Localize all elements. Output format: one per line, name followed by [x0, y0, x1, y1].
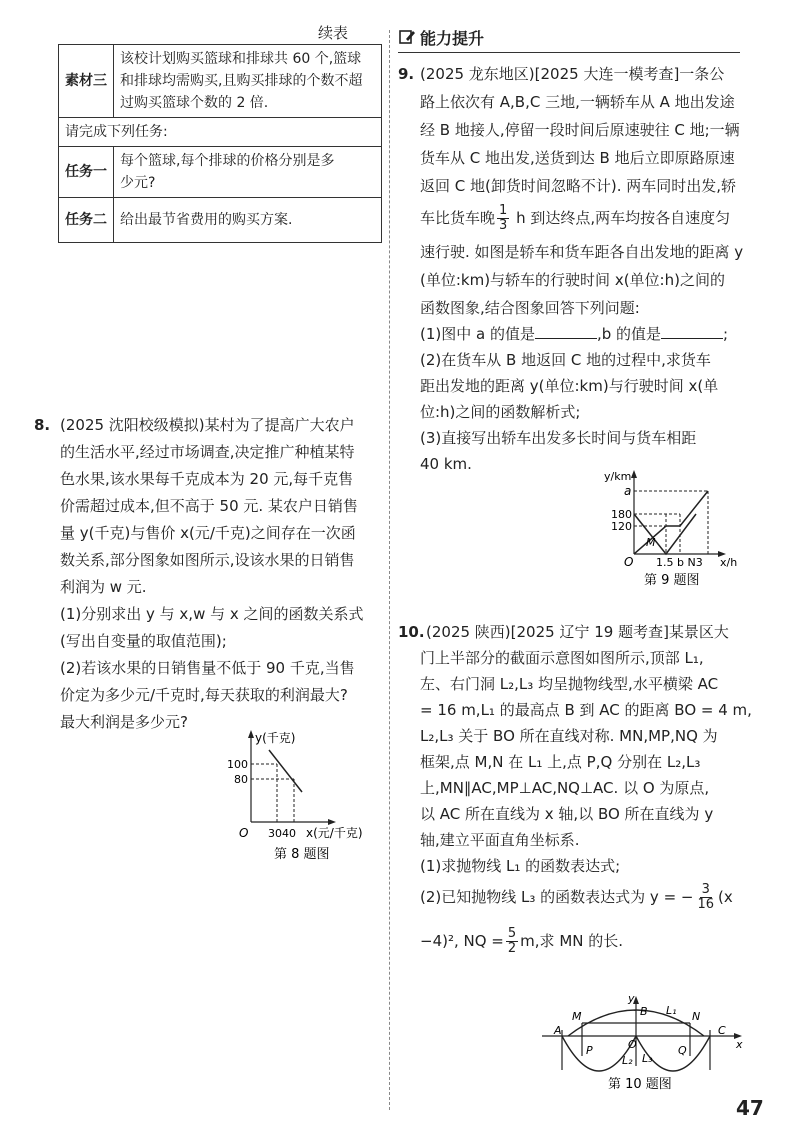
- q10-frac-num: 5: [507, 926, 517, 941]
- q10-line: (2025 陕西)[2025 辽宁 19 题考查]某景区大: [426, 623, 729, 641]
- q10-figure: [538, 990, 748, 1094]
- page-number: 47: [736, 1096, 764, 1120]
- q10-label-n: N: [692, 1010, 701, 1023]
- table-row: [59, 45, 382, 118]
- answer-blank-a[interactable]: [535, 322, 597, 339]
- task2-content: 给出最节省费用的购买方案.: [114, 198, 382, 243]
- q10-line: 门上半部分的截面示意图如图所示,顶部 L₁,: [420, 649, 704, 667]
- section-rule: [398, 52, 740, 53]
- section-title: 能力提升: [420, 29, 485, 48]
- q10-text: −4)², NQ =: [420, 932, 504, 950]
- q9-line: 函数图象,结合图象回答下列问题:: [420, 299, 640, 317]
- q8-line: (1)分别求出 y 与 x,w 与 x 之间的函数关系式: [60, 605, 364, 623]
- q10-label-x: x: [736, 1038, 743, 1051]
- q9-fraction: [497, 204, 509, 233]
- q10-part2-line2: [420, 924, 623, 958]
- q10-part2-line1: [420, 880, 733, 914]
- table-line: 和排球均需购买,且购买排球的个数不超: [120, 73, 363, 89]
- q10-text: m,求 MN 的长.: [520, 932, 624, 950]
- q9-line: 位:h)之间的函数解析式;: [420, 403, 581, 421]
- q8-x-label: x(元/千克): [306, 826, 363, 840]
- q10-label-m: M: [572, 1010, 582, 1023]
- q8-y-arrow: [248, 730, 254, 738]
- answer-blank-b[interactable]: [661, 322, 723, 339]
- pencil-icon: [398, 28, 416, 46]
- q8-line: 价需超过成本,但不高于 50 元. 某农户日销售: [60, 497, 358, 515]
- q8-caption: 第 8 题图: [274, 847, 330, 862]
- q9-frac-num: 1: [499, 203, 508, 218]
- q9-frac-line: [420, 202, 730, 234]
- q10-label-l3: L₃: [642, 1052, 653, 1065]
- q8-tick-100: 100: [227, 758, 248, 771]
- q10-line: 左、右门洞 L₂,L₃ 均呈抛物线型,水平横梁 AC: [420, 675, 719, 693]
- q8-line: (2)若该水果的日销售量不低于 90 千克,当售: [60, 659, 355, 677]
- q10-line: 上,MN∥AC,MP⊥AC,NQ⊥AC. 以 O 为原点,: [420, 779, 710, 797]
- q9-m-label: M: [646, 536, 656, 549]
- q9-text: (1)图中 a 的值是: [420, 325, 535, 343]
- q8-line: 最大利润是多少元?: [60, 713, 188, 731]
- q9-y-label: y/km: [604, 470, 632, 483]
- q8-y-label: y(千克): [255, 731, 296, 745]
- q10-line: 框架,点 M,N 在 L₁ 上,点 P,Q 分别在 L₂,L₃: [420, 753, 701, 771]
- q9-text: ;: [723, 325, 729, 343]
- q10-fraction: [695, 883, 716, 912]
- q10-label-q: Q: [678, 1044, 687, 1057]
- q8-line: 数关系,部分图象如图所示,设该水果的日销售: [60, 551, 355, 569]
- q9-line: 返回 C 地(卸货时间忽略不计). 两车同时出发,轿: [420, 177, 737, 195]
- q8-tick-80: 80: [234, 773, 248, 786]
- q9-tick-180: 180: [611, 508, 632, 521]
- q8-x-ticks: 3040: [268, 827, 296, 840]
- table-row: [59, 198, 382, 243]
- q9-line: (2025 龙东地区)[2025 大连一模考查]一条公: [420, 65, 725, 83]
- q10-label-a: A: [554, 1024, 562, 1037]
- q10-caption: 第 10 题图: [608, 1077, 672, 1092]
- q8-line: 色水果,该水果每千克成本为 20 元,每千克售: [60, 470, 354, 488]
- q10-label-c: C: [718, 1024, 726, 1037]
- q9-line: 货车从 C 地出发,送货到达 B 地后立即原路原速: [420, 149, 735, 167]
- q8-line: 价定为多少元/千克时,每天获取的利润最大?: [60, 686, 348, 704]
- q9-x-ticks: 1.5 b N3: [656, 556, 703, 569]
- q9-text: ,b 的值是: [596, 325, 662, 343]
- q9-part1: [420, 322, 728, 346]
- table-row: [59, 118, 382, 147]
- q10-frac-num: 3: [701, 882, 710, 897]
- q9-y-arrow: [631, 470, 637, 478]
- q10-label-l1: L₁: [666, 1004, 677, 1017]
- q9-number: 9.: [398, 65, 415, 83]
- q9-x-label: x/h: [720, 556, 738, 569]
- q8-line: 的生活水平,经过市场调查,决定推广种植某特: [60, 443, 355, 461]
- q8-line: (写出自变量的取值范围);: [60, 632, 227, 650]
- q9-line: (3)直接写出轿车出发多长时间与货车相距: [420, 429, 697, 447]
- q10-line: L₂,L₃ 关于 BO 所在直线对称. MN,MP,NQ 为: [420, 727, 718, 745]
- column-divider: [389, 30, 390, 1110]
- q9-line: 经 B 地接人,停留一段时间后原速驶往 C 地;一辆: [420, 121, 740, 139]
- q9-caption: 第 9 题图: [644, 573, 700, 588]
- material3-content: [114, 45, 382, 118]
- q8-number: 8.: [34, 416, 51, 434]
- q9-a-label: a: [624, 484, 632, 498]
- q10-number: 10.: [398, 623, 425, 641]
- q10-line: (1)求抛物线 L₁ 的函数表达式;: [420, 857, 621, 875]
- q9-line: (单位:km)与轿车的行驶时间 x(单位:h)之间的: [420, 271, 725, 289]
- q9-line: 速行驶. 如图是轿车和货车距各自出发地的距离 y: [420, 243, 744, 261]
- q9-text: 车比货车晚: [420, 209, 496, 227]
- table-line: 每个篮球,每个排球的价格分别是多: [120, 153, 335, 169]
- q10-line: 以 AC 所在直线为 x 轴,以 BO 所在直线为 y: [420, 805, 714, 823]
- q10-label-o: O: [628, 1038, 637, 1051]
- q10-label-y: y: [628, 992, 635, 1005]
- q10-line: 轴,建立平面直角坐标系.: [420, 831, 580, 849]
- q9-figure: [600, 464, 740, 588]
- task1-label: 任务一: [59, 147, 114, 198]
- q9-origin: O: [624, 555, 634, 569]
- q8-figure: [224, 724, 394, 864]
- q9-text: h 到达终点,两车均按各自速度匀: [511, 209, 731, 227]
- q10-line: = 16 m,L₁ 的最高点 B 到 AC 的距离 BO = 4 m,: [420, 701, 752, 719]
- q8-x-arrow: [328, 819, 336, 825]
- table-row: [59, 147, 382, 198]
- q9-line: 40 km.: [420, 455, 472, 473]
- q10-text: (2)已知抛物线 L₃ 的函数表达式为 y = −: [420, 888, 694, 906]
- table-line: 少元?: [120, 175, 156, 191]
- q9-line: 距出发地的距离 y(单位:km)与行驶时间 x(单: [420, 377, 719, 395]
- continued-label: 续表: [318, 24, 349, 42]
- q9-line: 路上依次有 A,B,C 三地,一辆轿车从 A 地出发途: [420, 93, 735, 111]
- q10-label-b: B: [640, 1005, 648, 1018]
- task2-label: 任务二: [59, 198, 114, 243]
- q9-tick-120: 120: [611, 520, 632, 533]
- q10-fraction: [506, 927, 518, 956]
- q8-function-line: [269, 750, 302, 792]
- q8-origin: O: [239, 826, 249, 840]
- q8-line: 利润为 w 元.: [60, 578, 147, 596]
- q9-line: (2)在货车从 B 地返回 C 地的过程中,求货车: [420, 351, 711, 369]
- q9-truck-line: [634, 514, 696, 554]
- q10-frac-den: 2: [507, 941, 517, 956]
- q9-frac-den: 3: [499, 218, 508, 233]
- q10-text: (x: [718, 888, 733, 906]
- q8-line: 量 y(千克)与售价 x(元/千克)之间存在一次函: [60, 524, 356, 542]
- q10-frac-den: 16: [697, 897, 715, 912]
- q10-label-p: P: [586, 1044, 593, 1057]
- task1-content: [114, 147, 382, 198]
- materials-table: [58, 44, 382, 243]
- q8-line: (2025 沈阳校级模拟)某村为了提高广大农户: [60, 416, 355, 434]
- q10-label-l2: L₂: [622, 1054, 633, 1067]
- table-line: 过购买篮球个数的 2 倍.: [120, 95, 269, 111]
- table-instruction: 请完成下列任务:: [59, 118, 382, 147]
- material3-label: 素材三: [59, 45, 114, 118]
- table-line: 该校计划购买篮球和排球共 60 个,篮球: [120, 51, 362, 67]
